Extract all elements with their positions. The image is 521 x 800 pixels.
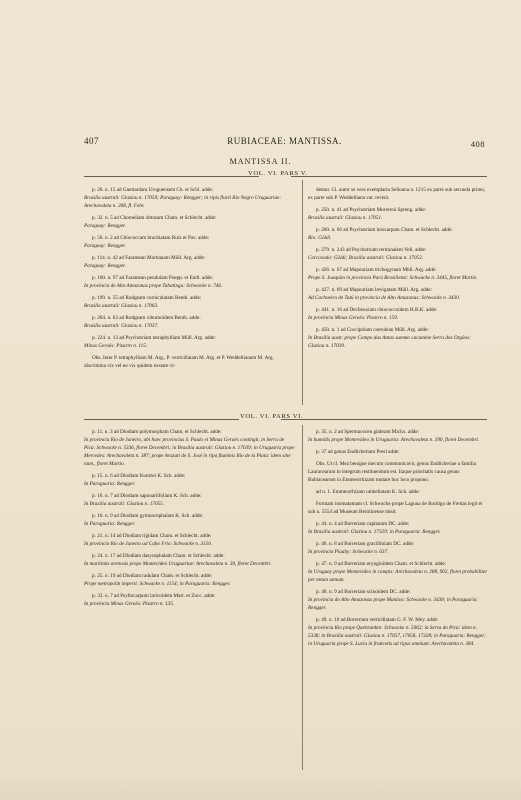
- entry: [84, 186, 296, 210]
- entry-heading: p. 50. n. 2 ad Chiococcam brachiatam Ruiz et Pav. adde:: [92, 235, 210, 241]
- rule-divider: [281, 419, 487, 420]
- entry-locality: In provincia Piauhy: Schwacke n. 637.: [308, 549, 389, 555]
- running-title: RUBIACEAE: MANTISSA.: [227, 136, 342, 146]
- entry: [308, 306, 488, 322]
- entry-heading: p. 427. n. 69 ad Mapouriam lævigatam Müll. Arg. adde:: [316, 287, 433, 293]
- column-divider: [302, 180, 303, 405]
- entry-locality: Paraguay: Rengger.: [84, 243, 126, 249]
- rule-divider: [291, 176, 487, 177]
- entry: [308, 520, 488, 536]
- entry: [84, 354, 296, 370]
- rule-divider: [84, 419, 239, 420]
- entry: [308, 500, 488, 516]
- entry-locality: Brasilia australi: Glaziou n. 17037.: [84, 323, 159, 329]
- entry-locality: In provincia Minas Geraës: Pizarro n. 159.: [308, 315, 399, 321]
- page-number-right: 408: [470, 139, 485, 149]
- entry-locality: In provincia Rio de Janeiro ad Cabo Frio: Schwacke n. 3150.: [84, 541, 213, 547]
- entry-locality: In Brasilia australi: Glaziou n. 17329; in Paraguaria: Rengger.: [308, 529, 441, 535]
- text-column: [308, 186, 488, 354]
- rule-divider: [84, 176, 259, 177]
- section-title: MANTISSA II.: [229, 157, 292, 166]
- entry-locality: Brasilia australi: Glaziou n. 17063.: [84, 303, 159, 309]
- entry-heading: p. 11. n. 3 ad Diodiam polymorpham Cham. et Schlecht. adde:: [92, 429, 222, 435]
- entry-locality: In maritimis arenosis prope Montevideo Uruguariae: Arechavaleta n. 30, floret Decembri.: [84, 561, 272, 567]
- entry-heading: p. 441. n. 16 ad Declieuxiam chiococcoidem H.B.K. adde:: [316, 307, 438, 313]
- entry: [308, 266, 488, 282]
- entry-heading: p. 15. n. 6 ad Diodiam Kuntzei K. Sch. adde:: [92, 473, 186, 479]
- entry-locality: Rio: Göldi.: [308, 235, 332, 241]
- entry: [84, 492, 296, 508]
- entry-locality: In provincia Rio de Janeiro, ubi haec provincias S. Paulo et Minas Geraës contingit, in Serra de Picú: Schwacke n. 5336, floret Decembri; in Brasilia australi: Glaziou n. 17039; in Uruguaria prope Mercedes: Arechavaleta n. 387; prope Arazati de S. José in ripa fluminis Rio de la Plata: idem sine num., floret Martio.: [84, 437, 295, 467]
- entry: [84, 314, 296, 330]
- page-shading: [0, 770, 521, 800]
- entry: [84, 274, 296, 290]
- entry-heading: p. 33. n. 7 ad Psyllocarpum laricoidem Mart. et Zucc. adde:: [92, 593, 216, 599]
- entry-locality: Ad Cachoeira de Tatú in provincia de Alto Amazonas: Schwacke n. 3430.: [308, 295, 461, 301]
- entry: [84, 512, 296, 528]
- entry-heading: p. 224. n. 13 ad Psychotriam tetraphylliam Müll. Arg. adde:: [92, 335, 216, 341]
- entry-locality: In Paraguaria: Rengger.: [84, 481, 136, 487]
- entry-locality: Prope S. Joaquim in provincia Pará Brasiliensi: Schwacke n. 3445, floret Martio.: [308, 275, 478, 281]
- entry: [84, 254, 296, 270]
- entry-heading: p. 47. n. 9 ad Borreriam eryngioidem Cham. et Schlecht. adde:: [316, 561, 447, 567]
- entry-heading: p. 450. n. 1 ad Coccipolam coerulean Müll. Arg. adde:: [316, 327, 429, 333]
- entry-heading: p. 21. n. 14 ad Diodiam rigidam Cham. et Schlecht. adde:: [92, 533, 212, 539]
- entry: [308, 540, 488, 556]
- entry: [84, 532, 296, 548]
- entry-heading: p. 16. n. 9 ad Diodiam gymnocephalam K. Sch. adde:: [92, 513, 204, 519]
- entry: [308, 488, 488, 496]
- text-column: [308, 428, 488, 652]
- entry: [84, 572, 296, 588]
- entry-locality: Corcovado: Göldi; Brasilia australi: Glaziou n. 17052.: [308, 255, 424, 261]
- entry-heading: p. 16. n. 7 ad Diodiam saponariifoliam K. Sch. adde:: [92, 493, 202, 499]
- entry: [308, 186, 488, 202]
- entry: [84, 214, 296, 230]
- entry-heading: p. 37 ad genus Endlicheriam Presl adde:: [316, 449, 400, 455]
- entry-heading: p. 260. n. 66 ad Psychotriam leiocarpam Cham. et Schlecht. adde:: [316, 227, 453, 233]
- entry: [308, 616, 488, 648]
- entry-locality: In provincia do Alto Amazonas prope Manáos: Schwacke n. 3438; in Paraguaria: Rengger.: [308, 597, 479, 611]
- entry-locality: In Brasilia australi: Glaziou n. 17055.: [84, 501, 164, 507]
- entry: [308, 588, 488, 612]
- entry-heading: p. 32. n. 5 ad Chomeliam obtusam Cham. et Schlecht. adde:: [92, 215, 217, 221]
- running-header: [84, 136, 485, 150]
- entry-locality: Brasilia australi: Glaziou n. 17059; Paraguay: Rengger; in ripis fluvii Rio Negro Uruguariae: Arechavaleta n. 268, fl. Febr.: [84, 195, 282, 209]
- entry-heading: ad n. 1. Emmeorrhizam umbellatam K. Sch. adde:: [316, 489, 420, 495]
- entry: [308, 206, 488, 222]
- entry-heading: p. 279. n. 243 ad Psychotriam terminalem Vell. adde:: [316, 247, 427, 253]
- entry-heading: Obs. Inter P. tetraphylliam M. Arg., P. verticillatam M. Arg. et P. Weddellianam M. Arg. discrimina vix vel ne vix quidem exstare vi-: [84, 355, 274, 369]
- page-number-left: 407: [84, 136, 99, 146]
- entry: [84, 552, 296, 568]
- entry: [308, 560, 488, 584]
- entry: [308, 226, 488, 242]
- entry-locality: In provincia de Alto Amazonas prope Tabatinga: Schwacke n. 746.: [84, 283, 223, 289]
- entry-heading: Obs. Ut cl. Mez benigne mecum communicavit, genus Endlicheriae a familia Lauracearum in integrum restituendum est. Itaque prioritatis causa genus Rubiacearum in Emmeorrhizam mutare hoc loco propono.: [308, 461, 477, 483]
- volume-heading: VOL. VI. PARS VI.: [240, 413, 304, 420]
- entry-locality: In humidis prope Montevideo in Uruguaria: Arechavaleta n. 390, floret Decembri.: [308, 437, 480, 443]
- entry-heading: dentur. Cl. autor se vera exemplaria Selloana n. 1215 ex parte sub secunda primo, ex parte sub P. Weddelliana var. revisit.: [308, 187, 486, 201]
- volume-heading: VOL. VI. PARS V.: [248, 170, 308, 177]
- entry-heading: p. 48. n. 9 ad Borreriam scinoidem DC. adde:: [316, 589, 411, 595]
- entry-heading: p. 26. n. 15 ad Guettardam Uruguensem Ch. et Schl. adde:: [92, 187, 214, 193]
- entry: [84, 334, 296, 350]
- entry: [84, 592, 296, 608]
- entry: [308, 460, 488, 484]
- entry-locality: Brasilia australi: Glaziou n. 17051.: [308, 215, 383, 221]
- entry: [308, 326, 488, 350]
- column-divider: [302, 425, 303, 770]
- entry-heading: p. 250. n. 41 ad Psychotriam Mororeni Spreng. adde:: [316, 207, 427, 213]
- entry-heading: p. 204. n. 63 ad Rudgeam viburnoidem Benth. adde:: [92, 315, 201, 321]
- entry: [84, 472, 296, 488]
- entry-locality: Prope metropolin imperii: Schwacke n. 1154; in Paraguaria: Rengger.: [84, 581, 231, 587]
- text-column: [84, 428, 296, 612]
- entry-locality: In Paraguaria: Rengger.: [84, 521, 136, 527]
- entry: [308, 428, 488, 444]
- entry-locality: In Uruguay prope Montevideo in campis: Arechavaleta n. 288, 902, floret probabiliter per totum annum.: [308, 569, 488, 583]
- entry: [84, 428, 296, 468]
- entry-heading: p. 160. n. 97 ad Faramean pendulam Poepp. et Endl. adde:: [92, 275, 214, 281]
- entry: [84, 234, 296, 250]
- entry-heading: p. 25. n. 19 ad Diodiam radulam Cham. et Schlecht. adde:: [92, 573, 213, 579]
- entry-heading: Formam inomatamam cl. Schwacke prope Laguna de Rodrigo de Freitas legit et sub n. 5554 ad Museum Berolinense misit.: [308, 501, 483, 515]
- entry-locality: Paraguay: Rengger.: [84, 263, 126, 269]
- entry-locality: Minas Geraës: Pizarro n. 115.: [84, 343, 148, 349]
- entry-heading: p. 35. n. 2 ad Spermacocen glabram Michx. adde:: [316, 429, 420, 435]
- entry: [308, 246, 488, 262]
- entry-heading: p. 44. n. 4 ad Borreriam capitatam DC. adde:: [316, 521, 410, 527]
- entry-heading: p. 199. n. 55 ad Rudgeam corniculatam Benth. adde:: [92, 295, 202, 301]
- entry: [308, 448, 488, 456]
- entry-locality: Paraguay: Rengger.: [84, 223, 126, 229]
- entry: [308, 286, 488, 302]
- entry-locality: In Brasilia austr. prope Campo das Antas summo cacumine Serra dos Orgãos: Glaziou n. 17039.: [308, 335, 471, 349]
- entry-heading: p. 114. n. 42 ad Faramean Martianam Müll. Arg. adde:: [92, 255, 206, 261]
- entry: [84, 294, 296, 310]
- text-column: [84, 186, 296, 374]
- entry-heading: p. 426. n. 67 ad Mapouriam trichogynam Müll. Arg. adde:: [316, 267, 437, 273]
- entry-locality: In provincia Rio prope Quebrankin: Schwacke n. 5062; in Serra do Picú: idem n. 5338; in Brasilia australi: Glaziou n. 17057, 17058, 17328; in Paraguaria: Rengger; in Uruguaria prope S. Lucia in fruticetis ad ripas amnium: Arechavaleta n. 384.: [308, 625, 486, 647]
- entry-heading: p. 49. n. 10 ad Borreriam verticillatam G. F. W. Mey. adde:: [316, 617, 439, 623]
- entry-heading: p. 24. n. 17 ad Diodiam dasycephalam Cham. et Schlecht. adde:: [92, 553, 225, 559]
- entry-heading: p. 46. n. 8 ad Borreriam gracilliniam DC. adde:: [316, 541, 415, 547]
- entry-locality: In provincia Minas Geraës: Pizarro n. 135.: [84, 601, 175, 607]
